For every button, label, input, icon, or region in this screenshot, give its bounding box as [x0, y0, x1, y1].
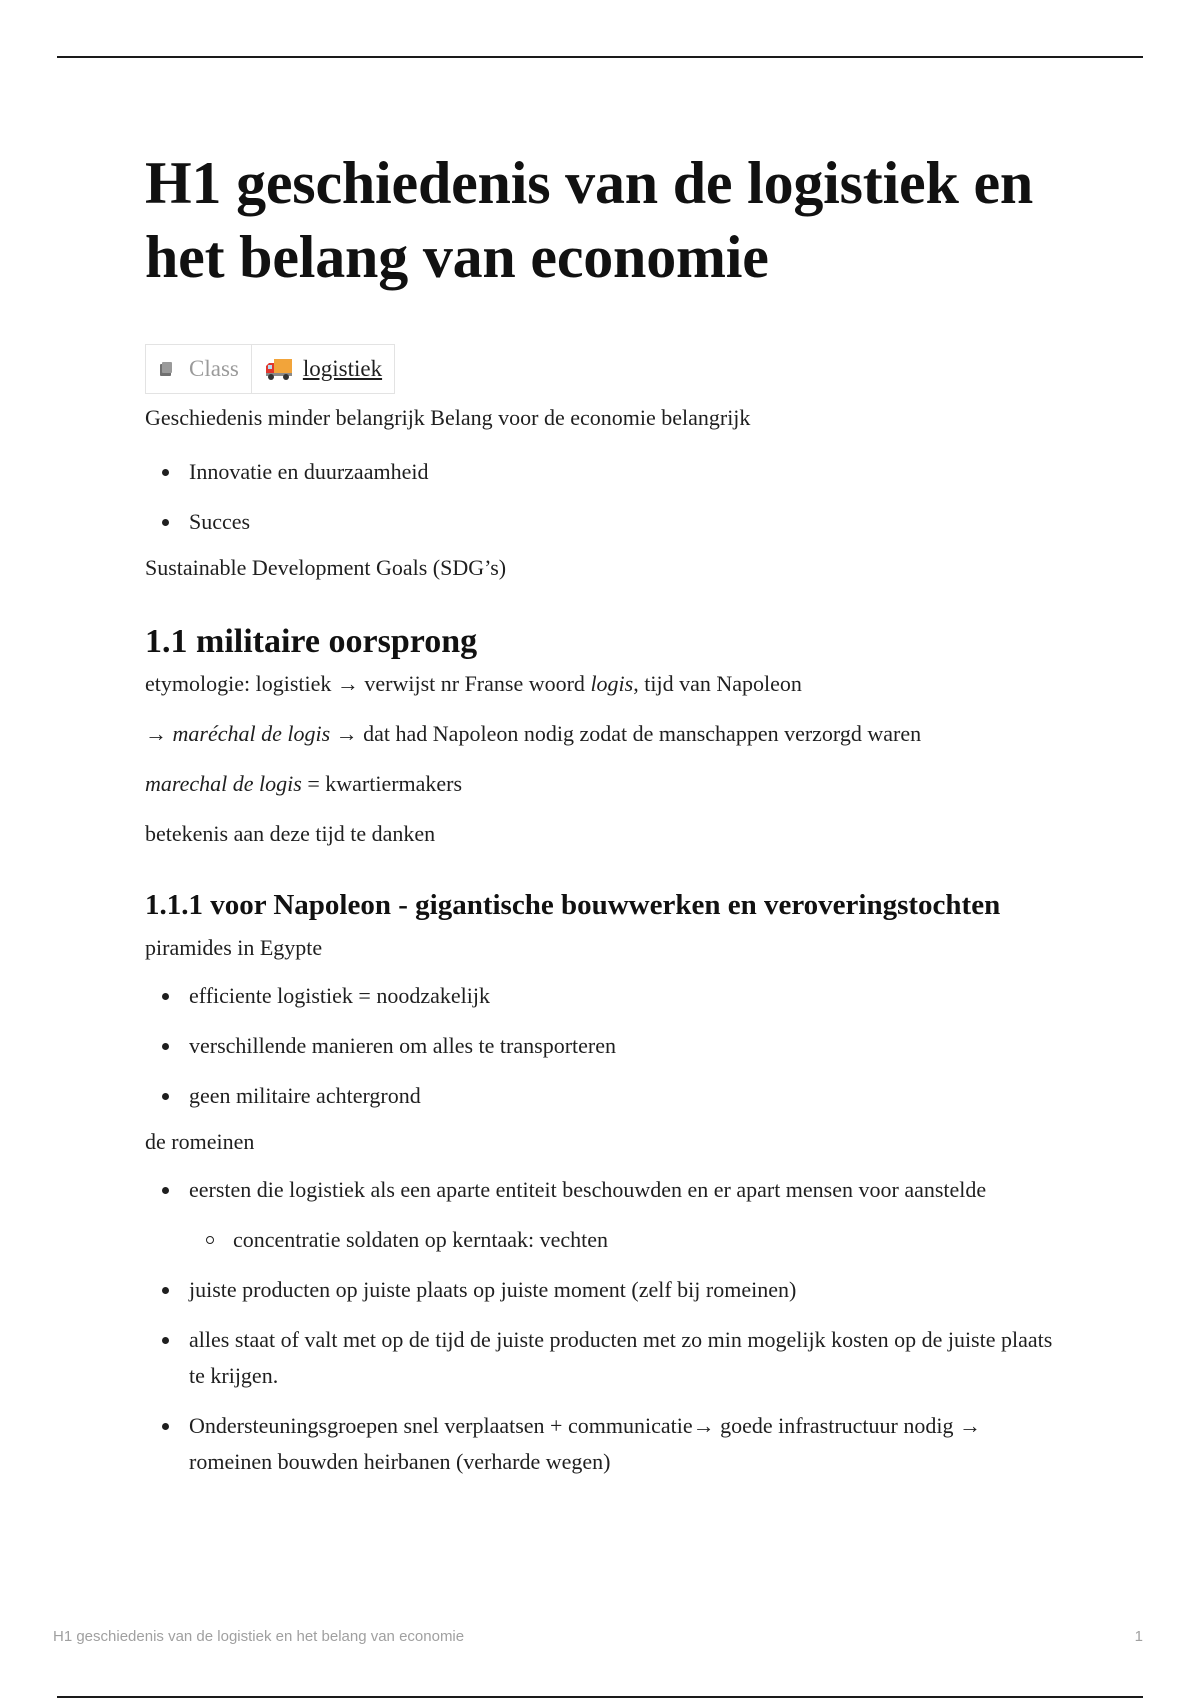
- property-label-text: Class: [189, 356, 239, 381]
- list-item: verschillende manieren om alles te transporteren: [145, 1028, 1065, 1064]
- page-number: 1: [1134, 1628, 1143, 1645]
- footer-title: H1 geschiedenis van de logistiek en het belang van economie: [53, 1628, 465, 1645]
- list-item: alles staat of valt met op de tijd de juiste producten met zo min mogelijk kosten op de juiste plaats te krijgen.: [145, 1322, 1065, 1394]
- egypt-list: [145, 978, 1065, 1114]
- bottom-rule: [57, 1696, 1143, 1698]
- meaning-paragraph: betekenis aan deze tijd te danken: [145, 821, 436, 846]
- list-item: juiste producten op juiste plaats op juiste moment (zelf bij romeinen): [145, 1272, 1065, 1308]
- section-heading-1-1: 1.1 militaire oorsprong: [145, 623, 478, 660]
- section-heading-1-1-1: 1.1.1 voor Napoleon - gigantische bouwwerken en veroveringstochten: [145, 889, 1001, 921]
- page-title: H1 geschiedenis van de logistiek en het belang van economie: [145, 150, 1034, 290]
- romans-sub-list: [145, 1222, 1065, 1258]
- egypt-paragraph: piramides in Egypte: [145, 935, 323, 960]
- property-label: [146, 345, 252, 393]
- list-item: Ondersteuningsgroepen snel verplaatsen + communicatie→ goede infrastructuur nodig → romeinen bouwden heirbanen (verharde wegen): [145, 1408, 1065, 1480]
- kwartiermakers-paragraph: marechal de logis = kwartiermakers: [145, 771, 463, 796]
- list-item: Succes: [145, 504, 1065, 540]
- sdg-paragraph: Sustainable Development Goals (SDG’s): [145, 555, 507, 580]
- etymology-paragraph: etymologie: logistiek → verwijst nr Franse woord logis, tijd van Napoleon: [145, 671, 802, 696]
- property-value-link[interactable]: [252, 345, 394, 393]
- intro-paragraph: Geschiedenis minder belangrijk Belang voor de economie belangrijk: [145, 405, 751, 430]
- book-icon: [159, 361, 173, 377]
- sub-list-item: concentratie soldaten op kerntaak: vechten: [145, 1222, 1065, 1258]
- document-body: [145, 146, 1065, 1494]
- list-item: efficiente logistiek = noodzakelijk: [145, 978, 1065, 1014]
- list-item: Innovatie en duurzaamheid: [145, 454, 1065, 490]
- delivery-truck-icon: [265, 356, 293, 382]
- intro-list: [145, 454, 1065, 540]
- property-value-text: logistiek: [302, 356, 383, 381]
- marechal-paragraph: → maréchal de logis → dat had Napoleon nodig zodat de manschappen verzorgd waren: [145, 721, 922, 746]
- romans-paragraph: de romeinen: [145, 1129, 255, 1154]
- top-rule: [57, 56, 1143, 58]
- page-footer: [53, 1628, 1143, 1645]
- list-item: geen militaire achtergrond: [145, 1078, 1065, 1114]
- romans-list: [145, 1172, 1065, 1480]
- property-row: [145, 344, 395, 394]
- list-item: eersten die logistiek als een aparte entiteit beschouwden en er apart mensen voor aanstelde concentratie soldaten op kerntaak: vechten: [145, 1172, 1065, 1258]
